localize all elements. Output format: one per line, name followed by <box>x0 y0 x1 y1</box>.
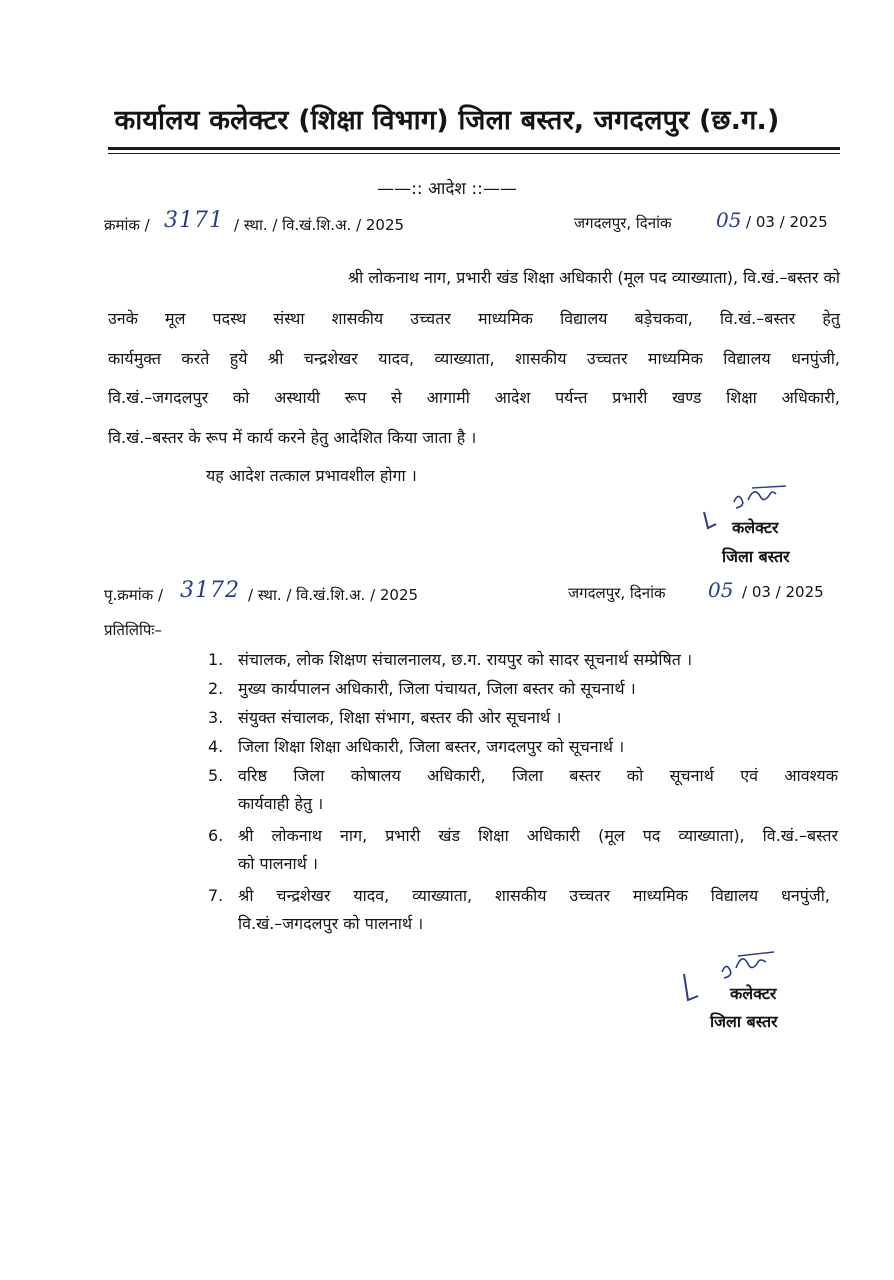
list-item-text: श्री चन्द्रशेखर यादव, व्याख्याता, शासकीय उच्चतर माध्यमिक विद्यालय धनपुंजी, <box>238 886 830 905</box>
list-item-number: 1. <box>208 650 224 669</box>
order-ref-suffix: / स्था. / वि.खं.शि.अ. / 2025 <box>234 216 405 234</box>
header-rule-thick <box>108 147 840 150</box>
signatory-district: जिला बस्तर <box>710 1012 778 1031</box>
order-body-line: श्री लोकनाथ नाग, प्रभारी खंड शिक्षा अधिकारी (मूल पद व्याख्याता), वि.खं.–बस्तर को <box>347 268 840 287</box>
list-item-number: 7. <box>208 886 224 905</box>
endorsement-ref-suffix: / स्था. / वि.खं.शि.अ. / 2025 <box>248 586 419 604</box>
endorsement-date-day: 05 <box>708 578 734 602</box>
order-body-line: उनके मूल पदस्थ संस्था शासकीय उच्चतर माध्यमिक विद्यालय बड़ेचकवा, वि.खं.–बस्तर हेतु <box>108 309 840 328</box>
endorsement-ref-number: 3172 <box>180 578 240 603</box>
header-rule-thin <box>108 153 840 154</box>
list-item-text: मुख्य कार्यपालन अधिकारी, जिला पंचायत, जिला बस्तर को सूचनार्थ । <box>238 679 636 698</box>
order-date-prefix: जगदलपुर, दिनांक <box>574 214 672 232</box>
office-title: कार्यालय कलेक्टर (शिक्षा विभाग) जिला बस्तर, जगदलपुर (छ.ग.) <box>114 105 780 136</box>
signatory-title: कलेक्टर <box>732 518 779 537</box>
order-body-line: वि.खं.–बस्तर के रूप में कार्य करने हेतु आदेशित किया जाता है । <box>108 428 477 447</box>
list-item-text: संयुक्त संचालक, शिक्षा संभाग, बस्तर की ओर सूचनार्थ । <box>238 708 562 727</box>
order-date-day: 05 <box>716 208 742 232</box>
order-heading: ——:: आदेश ::—— <box>377 179 517 199</box>
signatory-title: कलेक्टर <box>730 984 777 1003</box>
order-body-line: वि.खं.–जगदलपुर को अस्थायी रूप से आगामी आदेश पर्यन्त प्रभारी खण्ड शिक्षा अधिकारी, <box>108 388 840 407</box>
list-item-text: वरिष्ठ जिला कोषालय अधिकारी, जिला बस्तर को सूचनार्थ एवं आवश्यक <box>238 766 838 785</box>
order-ref-number: 3171 <box>164 208 224 233</box>
list-item-text: जिला शिक्षा शिक्षा अधिकारी, जिला बस्तर, जगदलपुर को सूचनार्थ । <box>238 737 625 756</box>
list-item-number: 6. <box>208 826 224 845</box>
endorsement-date-prefix: जगदलपुर, दिनांक <box>568 584 666 602</box>
order-ref-label: क्रमांक / <box>104 216 150 234</box>
list-item-text: वि.खं.–जगदलपुर को पालनार्थ । <box>238 914 424 933</box>
list-item-number: 5. <box>208 766 224 785</box>
list-item-number: 3. <box>208 708 224 727</box>
endorsement-date-rest: / 03 / 2025 <box>742 583 824 601</box>
effective-line: यह आदेश तत्काल प्रभावशील होगा । <box>206 466 417 485</box>
list-item-text: को पालनार्थ । <box>238 854 318 873</box>
list-item-number: 4. <box>208 737 224 756</box>
list-item-number: 2. <box>208 679 224 698</box>
list-item-text: संचालक, लोक शिक्षण संचालनालय, छ.ग. रायपुर को सादर सूचनार्थ सम्प्रेषित । <box>238 650 693 669</box>
signatory-district: जिला बस्तर <box>722 547 790 566</box>
list-item-text: श्री लोकनाथ नाग, प्रभारी खंड शिक्षा अधिकारी (मूल पद व्याख्याता), वि.खं.–बस्तर <box>238 826 838 845</box>
order-date-rest: / 03 / 2025 <box>746 213 828 231</box>
list-item-text: कार्यवाही हेतु । <box>238 794 324 813</box>
order-body-line: कार्यमुक्त करते हुये श्री चन्द्रशेखर यादव, व्याख्याता, शासकीय उच्चतर माध्यमिक विद्यालय धनपुंजी, <box>108 349 840 368</box>
copy-label: प्रतिलिपिः– <box>104 621 162 639</box>
endorsement-ref-label: पृ.क्रमांक / <box>104 586 164 604</box>
